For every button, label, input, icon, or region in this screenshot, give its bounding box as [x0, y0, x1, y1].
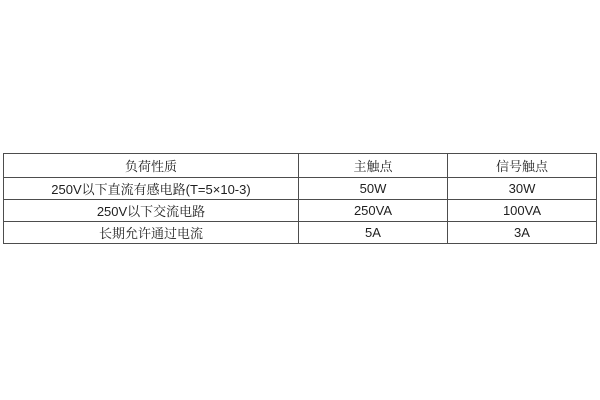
- spec-table: [3, 153, 597, 244]
- table-cell: 3A: [448, 222, 597, 244]
- table-cell: 100VA: [448, 200, 597, 222]
- table-cell: 250V以下直流有感电路(T=5×10-3): [4, 178, 299, 200]
- table-cell: 30W: [448, 178, 597, 200]
- table-cell: 250V以下交流电路: [4, 200, 299, 222]
- table-cell: 5A: [299, 222, 448, 244]
- header-cell-load-nature: 负荷性质: [4, 154, 299, 178]
- table-row: [4, 200, 597, 222]
- header-cell-main-contact: 主触点: [299, 154, 448, 178]
- table-cell: 50W: [299, 178, 448, 200]
- table-row: [4, 178, 597, 200]
- table-cell: 长期允许通过电流: [4, 222, 299, 244]
- table-row: [4, 222, 597, 244]
- header-row: [4, 154, 597, 178]
- table-cell: 250VA: [299, 200, 448, 222]
- header-cell-signal-contact: 信号触点: [448, 154, 597, 178]
